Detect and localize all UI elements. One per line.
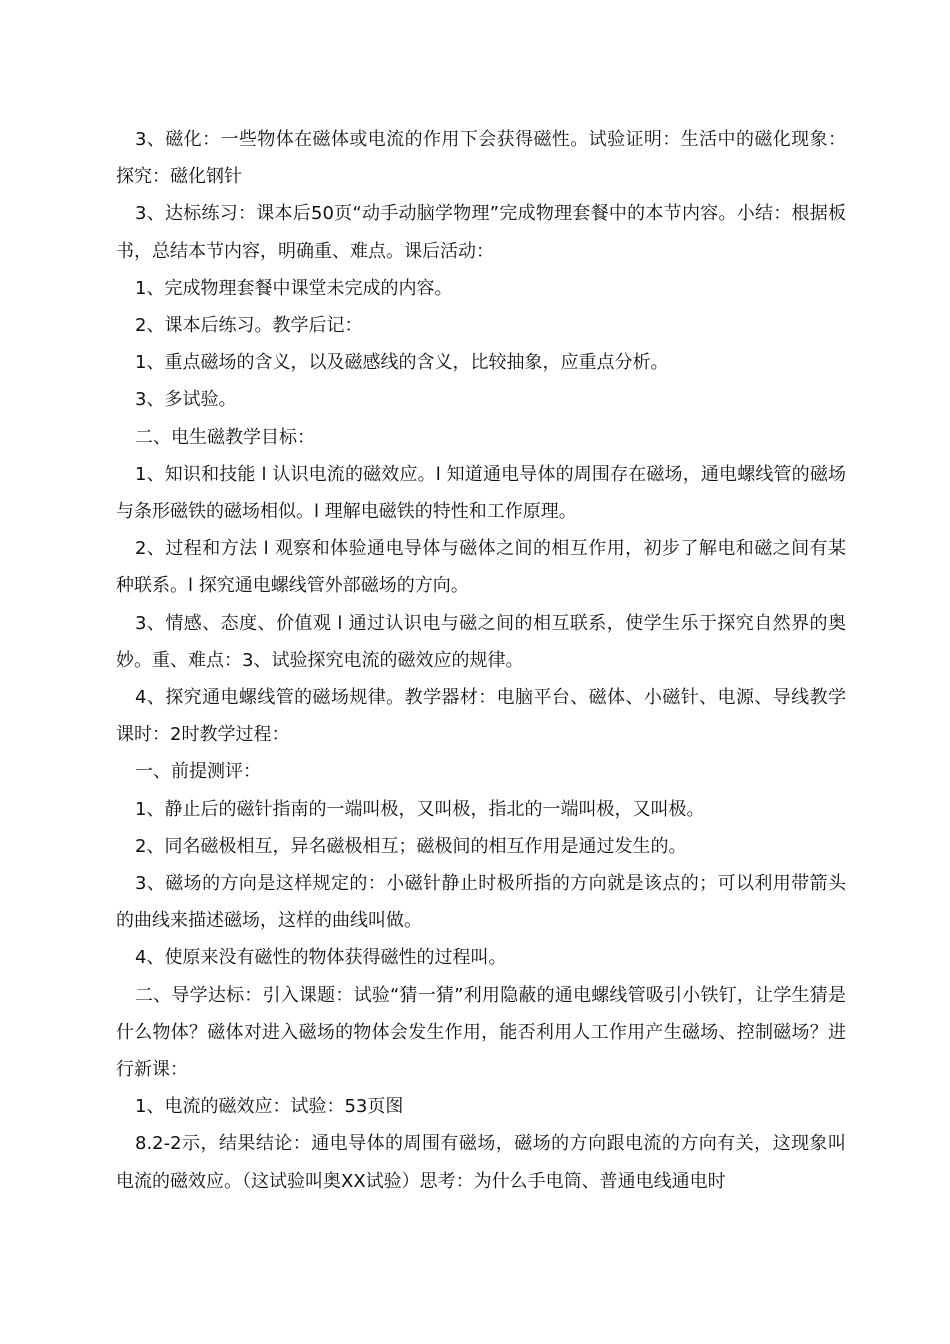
- paragraph: 1、完成物理套餐中课堂未完成的内容。: [135, 277, 453, 299]
- paragraph: 3、磁化：一些物体在磁体或电流的作用下会获得磁性。试验证明：生活中的磁化现象：探究：磁化钢针: [116, 129, 846, 188]
- paragraph: 2、课本后练习。教学后记：: [135, 315, 363, 337]
- paragraph: 4、探究通电螺线管的磁场规律。教学器材：电脑平台、磁体、小磁针、电源、导线教学课时：2时教学过程：: [116, 687, 846, 746]
- paragraph: 8.2-2示，结果结论：通电导体的周围有磁场，磁场的方向跟电流的方向有关，这现象叫电流的磁效应。（这试验叫奥XX试验）思考：为什么手电筒、普通电线通电时: [116, 1133, 846, 1192]
- paragraph: 3、多试验。: [135, 389, 237, 411]
- paragraph: 2、过程和方法 l 观察和体验通电导体与磁体之间的相互作用，初步了解电和磁之间有某种联系。l 探究通电螺线管外部磁场的方向。: [116, 538, 846, 597]
- paragraph: 1、电流的磁效应：试验：53页图: [135, 1096, 404, 1118]
- section-heading: 一、前提测评：: [135, 761, 261, 783]
- paragraph: 3、达标练习：课本后50页“动手动脑学物理”完成物理套餐中的本节内容。小结：根据板书，总结本节内容，明确重、难点。课后活动：: [116, 203, 846, 262]
- paragraph: 1、静止后的磁针指南的一端叫极，又叫极，指北的一端叫极，又叫极。: [135, 798, 705, 820]
- document-body: [116, 121, 846, 1200]
- paragraph: 2、同名磁极相互，异名磁极相互；磁极间的相互作用是通过发生的。: [135, 835, 687, 857]
- paragraph: 3、情感、态度、价值观 l 通过认识电与磁之间的相互联系，使学生乐于探究自然界的奥妙。重、难点：3、试验探究电流的磁效应的规律。: [116, 612, 846, 671]
- paragraph: 1、重点磁场的含义，以及磁感线的含义，比较抽象，应重点分析。: [135, 352, 669, 374]
- paragraph: 4、使原来没有磁性的物体获得磁性的过程叫。: [135, 947, 507, 969]
- paragraph: 3、磁场的方向是这样规定的：小磁针静止时极所指的方向就是该点的；可以利用带箭头的曲线来描述磁场，这样的曲线叫做。: [116, 873, 846, 932]
- paragraph: 1、知识和技能 l 认识电流的磁效应。l 知道通电导体的周围存在磁场，通电螺线管的磁场与条形磁铁的磁场相似。l 理解电磁铁的特性和工作原理。: [116, 463, 846, 523]
- section-heading: 二、导学达标：引入课题：试验“猜一猜”利用隐蔽的通电螺线管吸引小铁钉，让学生猜是什么物体？磁体对进入磁场的物体会发生作用，能否利用人工作用产生磁场、控制磁场？进行新课：: [116, 984, 846, 1081]
- section-heading: 二、电生磁教学目标：: [135, 426, 315, 448]
